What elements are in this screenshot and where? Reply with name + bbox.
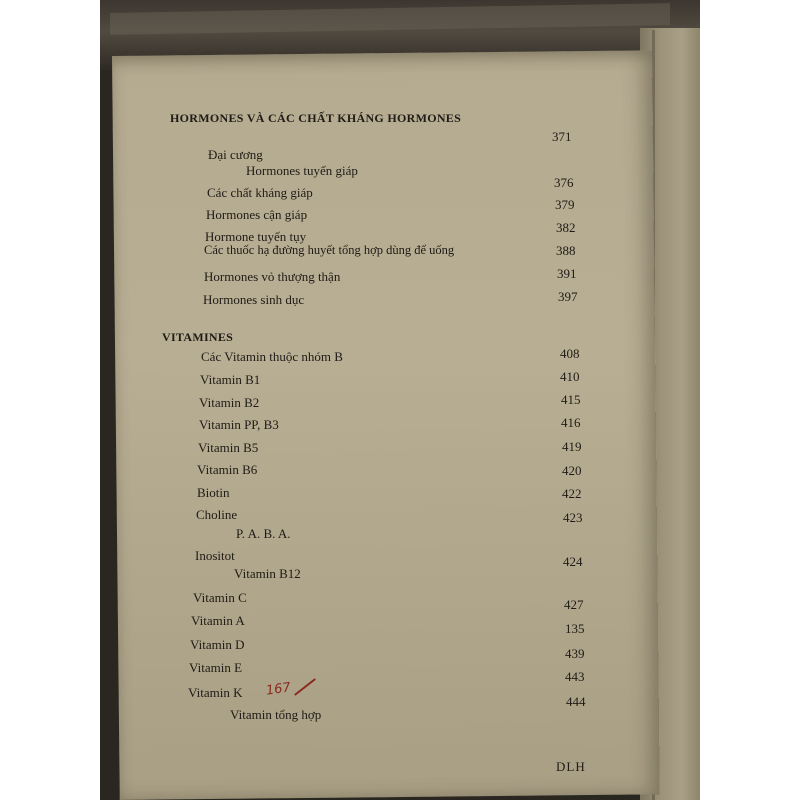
toc-page-number: 423 — [563, 510, 583, 525]
toc-page-number: 410 — [560, 369, 580, 384]
toc-entry: Hormones tuyến giáp — [246, 163, 358, 178]
toc-page-number: 420 — [562, 463, 582, 478]
toc-entry: Vitamin B5 — [198, 440, 259, 455]
toc-page-number: 427 — [564, 597, 584, 612]
toc-entry: Biotin — [197, 485, 230, 500]
toc-page-number: 419 — [562, 439, 582, 454]
document-photo — [100, 0, 700, 800]
toc-page-number: 422 — [562, 486, 582, 501]
toc-page-number: 439 — [565, 646, 585, 661]
toc-entry: Các chất kháng giáp — [207, 185, 313, 200]
toc-entry: Vitamin E — [189, 660, 243, 675]
toc-page-number: 379 — [555, 197, 575, 212]
toc-entry: Các Vitamin thuộc nhóm B — [201, 349, 343, 364]
toc-page-number: 397 — [558, 289, 578, 304]
toc-page-number: 444 — [566, 694, 586, 709]
toc-entry: Hormones cận giáp — [206, 207, 308, 222]
toc-entry: Vitamin tổng hợp — [230, 707, 322, 722]
toc-entry: Hormones vỏ thượng thận — [204, 269, 341, 284]
toc-entry: Vitamin A — [191, 613, 245, 628]
toc-entry: Vitamin K — [188, 685, 243, 700]
toc-page-number: 391 — [557, 266, 577, 281]
toc-page-number: 424 — [563, 554, 583, 569]
toc-entry: Vitamin B1 — [200, 372, 261, 387]
toc-entry: Vitamin B2 — [199, 395, 260, 410]
toc-entry: Vitamin C — [193, 590, 247, 605]
toc-entry: Vitamin B6 — [197, 462, 258, 477]
toc-entry: Vitamin PP, B3 — [199, 417, 279, 432]
toc-page-number: 371 — [552, 129, 572, 144]
section-title-hormones: HORMONES VÀ CÁC CHẤT KHÁNG HORMONES — [170, 111, 462, 125]
toc-page-number: 416 — [561, 415, 581, 430]
toc-page-number: 382 — [556, 220, 576, 235]
toc-page-number: 376 — [554, 175, 574, 190]
toc-entry: Inositot — [195, 548, 235, 563]
toc-entry: Hormone tuyến tụy — [205, 229, 307, 244]
toc-entry: Vitamin D — [190, 637, 245, 652]
section-title-vitamines: VITAMINES — [162, 330, 234, 344]
toc-entry: Choline — [196, 507, 238, 522]
toc-page-number: 135 — [565, 621, 585, 636]
toc-entry: Vitamin B12 — [234, 566, 301, 581]
toc-entry: Đại cương — [208, 147, 263, 162]
page-footer: DLH — [556, 759, 586, 774]
toc-page-number: 388 — [556, 243, 576, 258]
toc-entry: P. A. B. A. — [236, 526, 291, 541]
toc-entry: Hormones sinh dục — [203, 292, 305, 307]
toc-page-number: 443 — [565, 669, 585, 684]
toc-page-number: 415 — [561, 392, 581, 407]
handwritten-note: 167 — [265, 680, 292, 699]
toc-page-number: 408 — [560, 346, 580, 361]
table-of-contents — [100, 0, 700, 800]
toc-entry: Các thuốc hạ đường huyết tổng hợp dùng để uống — [204, 243, 455, 257]
